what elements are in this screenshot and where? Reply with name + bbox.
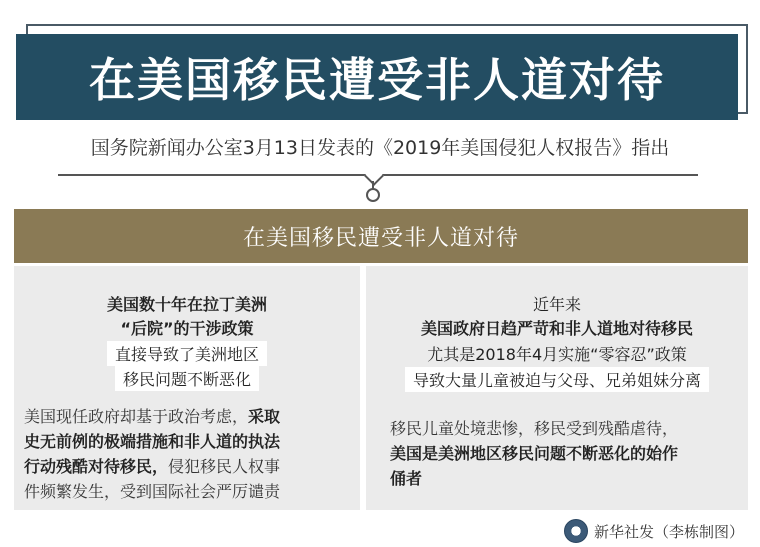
left-heading-line-2: “后院”的干涉政策 <box>120 319 254 338</box>
pointer-dot-icon <box>366 188 380 202</box>
left-body-4: 件频繁发生，受到国际社会严厉谴责 <box>24 482 281 501</box>
pointer-chevron-icon <box>364 166 384 186</box>
left-panel <box>14 266 360 510</box>
right-body-1: 移民儿童处境悲惨，移民受到残酷虐待， <box>390 419 679 438</box>
left-highlight-1: 直接导致了美洲地区 <box>107 341 267 366</box>
right-line-3: 尤其是2018年4月实施“零容忍”政策 <box>427 345 687 364</box>
left-body-1a: 美国现任政府却基于政治考虑， <box>24 407 249 426</box>
right-panel <box>366 266 748 510</box>
left-body-3a: 行动残酷对待移民， <box>24 457 169 476</box>
section-title: 在美国移民遭受非人道对待 <box>242 225 519 251</box>
page-title: 在美国移民遭受非人道对待 <box>89 53 665 107</box>
right-highlight: 导致大量儿童被迫与父母、兄弟姐妹分离 <box>405 367 709 392</box>
section-header <box>14 209 748 263</box>
left-heading-line-1: 美国数十年在拉丁美洲 <box>106 295 267 314</box>
left-body-1b: 采取 <box>248 407 281 426</box>
right-body <box>390 416 740 491</box>
title-banner <box>16 34 738 120</box>
credit <box>564 519 744 543</box>
source-line: 国务院新闻办公室3月13日发表的《2019年美国侵犯人权报告》指出 <box>90 137 670 159</box>
left-body <box>24 404 354 504</box>
left-body-2: 史无前例的极端措施和非人道的执法 <box>24 432 281 451</box>
left-highlight-2: 移民问题不断恶化 <box>115 366 259 391</box>
right-body-3: 俑者 <box>390 469 423 488</box>
xinhua-logo-icon <box>564 519 588 543</box>
right-body-2: 美国是美洲地区移民问题不断恶化的始作 <box>390 444 679 463</box>
left-body-3b: 侵犯移民人权事 <box>168 457 281 476</box>
credit-text: 新华社发（李栋制图） <box>593 522 744 541</box>
right-line-1: 近年来 <box>532 295 581 314</box>
right-line-2: 美国政府日趋严苛和非人道地对待移民 <box>420 319 693 338</box>
